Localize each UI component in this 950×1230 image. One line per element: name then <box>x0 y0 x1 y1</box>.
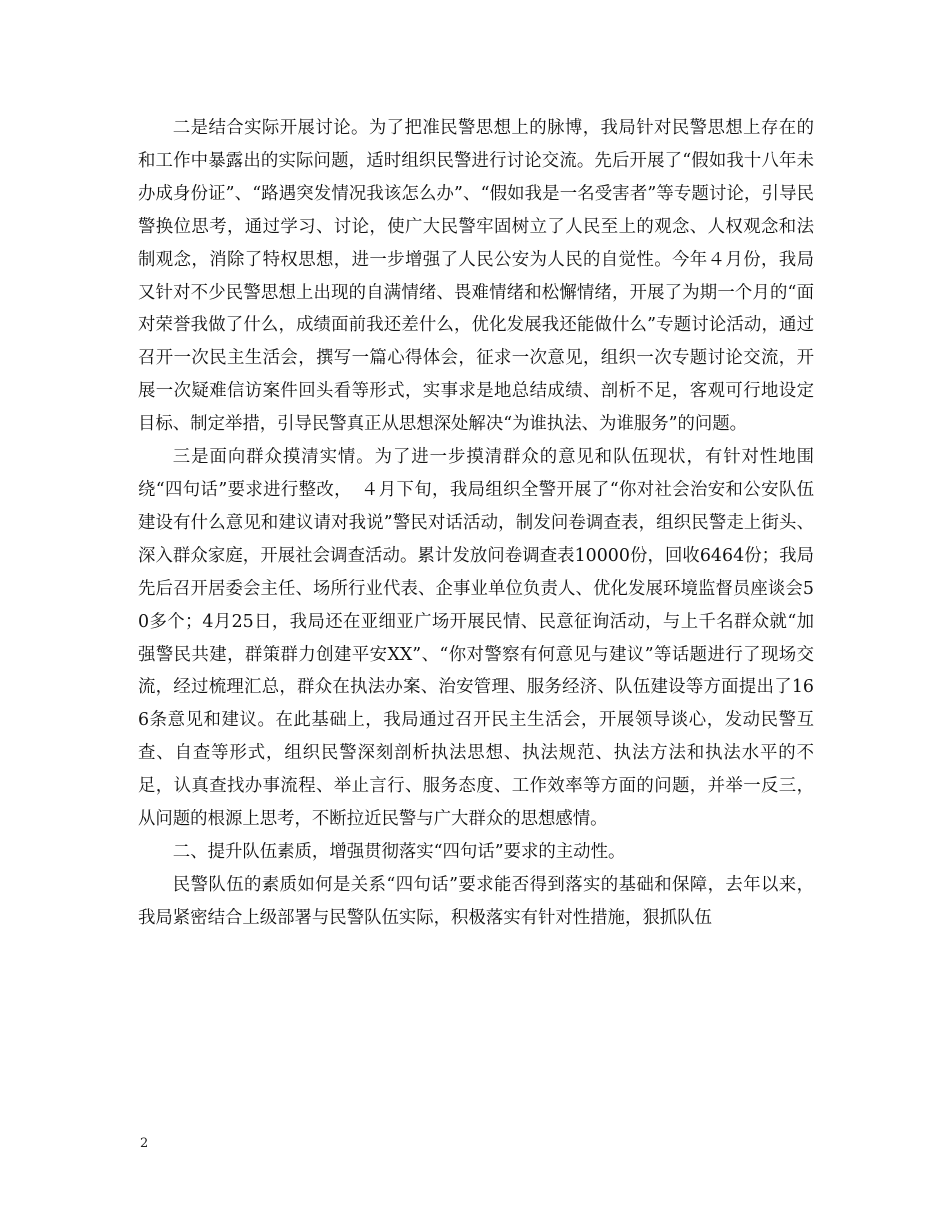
paragraph-discussion: 二是结合实际开展讨论。为了把准民警思想上的脉博，我局针对民警思想上存在的和工作中暴露出的实际问题，适时组织民警进行讨论交流。先后开展了“假如我十八年未办成身份证”、“路遇突发情况我该怎么办”、“假如我是一名受害者”等专题讨论，引导民警换位思考，通过学习、讨论，使广大民警牢固树立了人民至上的观念、人权观念和法制观念，消除了特权思想，进一步增强了人民公安为人民的自觉性。今年４月份，我局又针对不少民警思想上出现的自满情绪、畏难情绪和松懈情绪，开展了为期一个月的“面对荣誉我做了什么，成绩面前我还差什么，优化发展我还能做什么”专题讨论活动，通过召开一次民主生活会，撰写一篇心得体会，征求一次意见，组织一次专题讨论交流，开展一次疑难信访案件回头看等形式，实事求是地总结成绩、剖析不足，客观可行地设定目标、制定举措，引导民警真正从思想深处解决“为谁执法、为谁服务”的问题。 <box>138 118 814 435</box>
document-body <box>138 112 814 935</box>
section-heading-team-quality: 二、提升队伍素质，增强贯彻落实“四句话”要求的主动性。 <box>172 841 626 862</box>
page-number: 2 <box>140 1136 149 1151</box>
paragraph-team-quality: 民警队伍的素质如何是关系“四句话”要求能否得到落实的基础和保障，去年以来，我局紧密结合上级部署与民警队伍实际，积极落实有针对性措施，狠抓队伍 <box>138 874 814 928</box>
paragraph-public-survey: 三是面向群众摸清实情。为了进一步摸清群众的意见和队伍现状，有针对性地围绕“四句话”要求进行整改， ４月下旬，我局组织全警开展了“你对社会治安和公安队伍建设有什么意见和建议请对我说”警民对话活动，制发问卷调查表，组织民警走上街头、深入群众家庭，开展社会调查活动。累计发放问卷调查表10000份，回收6464份；我局先后召开居委会主任、场所行业代表、企事业单位负责人、优化发展环境监督员座谈会50多个；4月25日，我局还在亚细亚广场开展民情、民意征询活动，与上千名群众就“加强警民共建，群策群力创建平安XX”、“你对警察有何意见与建议”等话题进行了现场交流，经过梳理汇总，群众在执法办案、治安管理、服务经济、队伍建设等方面提出了166条意见和建议。在此基础上，我局通过召开民主生活会，开展领导谈心，发动民警互查、自查等形式，组织民警深刻剖析执法思想、执法规范、执法方法和执法水平的不足，认真查找办事流程、举止言行、服务态度、工作效率等方面的问题，并举一反三，从问题的根源上思考，不断拉近民警与广大群众的思想感情。 <box>138 447 814 830</box>
